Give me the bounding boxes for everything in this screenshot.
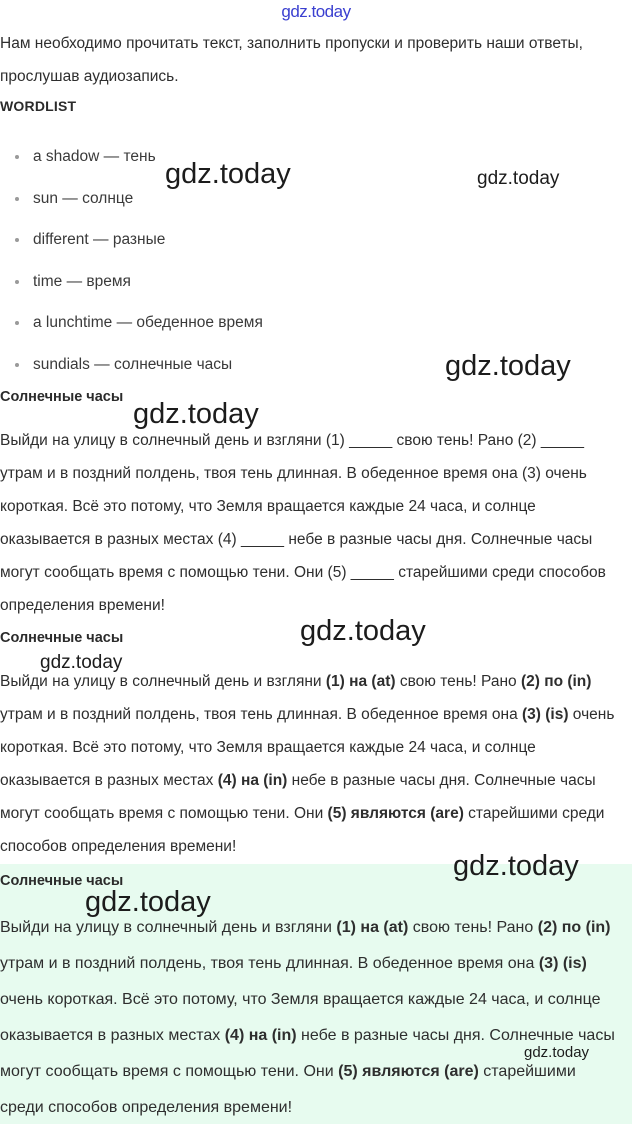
answer-fragment: очень короткая. Всё это потому, что Земля вращается каждые 24 часа, и солнце оказывается в разных местах bbox=[0, 706, 615, 789]
list-item bbox=[0, 348, 263, 390]
list-item-label: time — время bbox=[33, 272, 131, 290]
list-item bbox=[0, 265, 263, 307]
answer-blank: (1) на (at) bbox=[336, 919, 409, 936]
answer-blank: (5) являются (are) bbox=[338, 1063, 479, 1080]
answer-fragment: очень короткая. Всё это потому, что Земля вращается каждые 24 часа, и солнце оказывается в разных местах bbox=[0, 991, 601, 1044]
list-item-label: a shadow — тень bbox=[33, 148, 156, 165]
list-item bbox=[0, 223, 263, 265]
watermark: gdz.today bbox=[133, 398, 259, 430]
watermark: gdz.today bbox=[453, 850, 579, 882]
task-text: Выйди на улицу в солнечный день и взгляни (1) _____ свою тень! Рано (2) _____ утрам и в поздний полдень, твоя тень длинная. В обеденное время она (3) очень короткая. Всё это потому, что Земля вращается каждые 24 часа, и солнце оказывается в разных местах (4) _____ небе в разные часы дня. Солнечные часы могут сообщать время с помощью тени. Они (5) _____ старейшими среди способов определения времени! bbox=[0, 432, 606, 614]
watermark: gdz.today bbox=[165, 158, 291, 190]
bullet-icon bbox=[15, 155, 19, 159]
highlight-answer-text bbox=[0, 910, 622, 1126]
answer-fragment: Выйди на улицу в солнечный день и взгляни bbox=[0, 919, 337, 936]
list-item-label: sundials — солнечные часы bbox=[33, 355, 233, 373]
answer-fragment: старейшими среди способов определения времени! bbox=[0, 805, 605, 855]
bullet-icon bbox=[15, 321, 19, 325]
answer-fragment: старейшими среди способов определения времени! bbox=[0, 1063, 576, 1116]
watermark: gdz.today bbox=[477, 168, 560, 189]
watermark: gdz.today bbox=[445, 350, 571, 382]
answer-text bbox=[0, 665, 622, 863]
intro-text: Нам необходимо прочитать текст, заполнить пропуски и проверить наши ответы, прослушав аудиозапись. bbox=[0, 35, 583, 85]
answer-fragment: Выйди на улицу в солнечный день и взгляни bbox=[0, 673, 326, 690]
answer-fragment: свою тень! Рано bbox=[408, 919, 538, 936]
bullet-icon bbox=[15, 197, 19, 201]
answer-blank: (1) на (at) bbox=[325, 673, 396, 690]
answer-fragment: небе в разные часы дня. Солнечные часы могут сообщать время с помощью тени. Они bbox=[0, 1027, 615, 1080]
answer-blank: (2) по (in) bbox=[537, 919, 611, 936]
answer-blank: (4) на (in) bbox=[217, 772, 288, 789]
section-title-highlight: Солнечные часы bbox=[0, 873, 124, 889]
bullet-icon bbox=[15, 363, 19, 367]
answer-blank: (3) (is) bbox=[522, 706, 569, 723]
site-logo: gdz.today bbox=[281, 2, 351, 21]
wordlist-title: WORDLIST bbox=[0, 98, 77, 114]
watermark: gdz.today bbox=[524, 1044, 590, 1061]
answer-fragment: небе в разные часы дня. Солнечные часы могут сообщать время с помощью тени. Они bbox=[0, 772, 596, 822]
answer-blank: (3) (is) bbox=[538, 955, 587, 972]
section-title-answer: Солнечные часы bbox=[0, 630, 124, 646]
answer-fragment: утрам и в поздний полдень, твоя тень длинная. В обеденное время она bbox=[0, 955, 539, 972]
bullet-icon bbox=[15, 238, 19, 242]
answer-blank: (4) на (in) bbox=[224, 1027, 297, 1044]
list-item-label: different — разные bbox=[33, 231, 166, 249]
list-item bbox=[0, 306, 263, 348]
section-title-task: Солнечные часы bbox=[0, 389, 124, 405]
answer-blank: (5) являются (are) bbox=[327, 805, 464, 822]
watermark: gdz.today bbox=[300, 615, 426, 647]
answer-fragment: утрам и в поздний полдень, твоя тень длинная. В обеденное время она bbox=[0, 706, 522, 723]
watermark: gdz.today bbox=[85, 886, 211, 918]
watermark: gdz.today bbox=[40, 652, 123, 673]
list-item-label: a lunchtime — обеденное время bbox=[33, 314, 263, 332]
list-item-label: sun — солнце bbox=[33, 189, 134, 207]
bullet-icon bbox=[15, 280, 19, 284]
answer-fragment: свою тень! Рано bbox=[395, 673, 521, 690]
answer-blank: (2) по (in) bbox=[520, 673, 592, 690]
